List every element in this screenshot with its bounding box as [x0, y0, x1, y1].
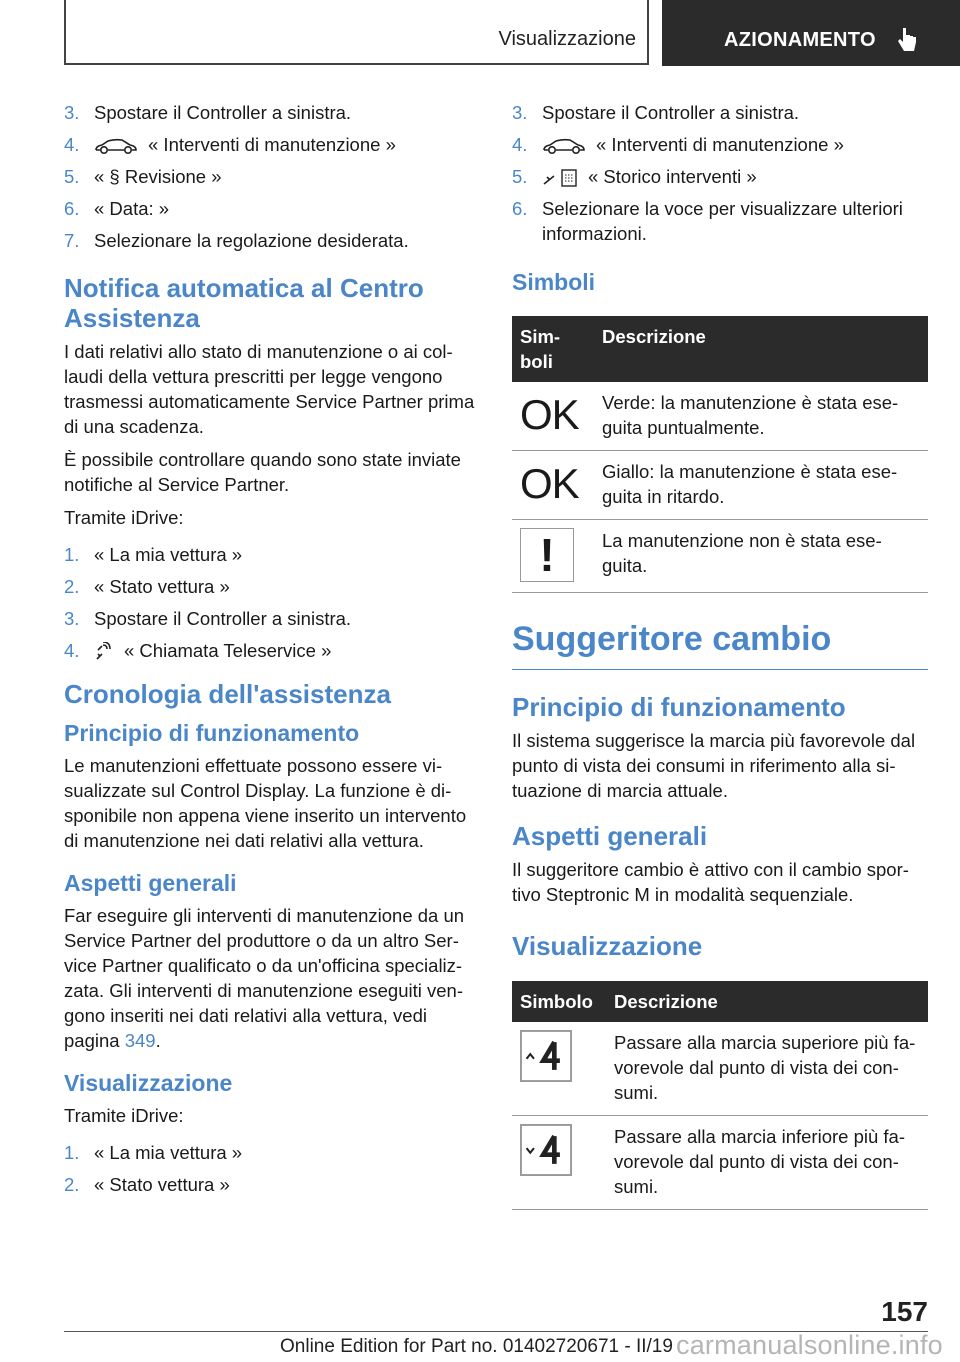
table-cell: Verde: la manutenzione è stata ese-guita puntualmente.	[594, 382, 928, 451]
table-header-row	[512, 981, 928, 1022]
heading-aspetti: Aspetti generali	[64, 870, 237, 896]
watermark: carmanualsonline.info	[676, 1330, 943, 1360]
warning-exclamation-icon: !	[520, 528, 574, 582]
list-item: 3. Spostare il Controller a sinistra.	[64, 102, 352, 123]
header-border-right	[647, 0, 649, 65]
heading-principio: Principio di funzionamento	[512, 692, 846, 722]
left-column	[64, 100, 478, 1204]
table-row	[512, 520, 928, 593]
table-cell: Giallo: la manutenzione è stata ese-guita in ritardo.	[594, 451, 928, 520]
shift-down-icon	[520, 1124, 572, 1176]
list-item: 1. « La mia vettura »	[64, 544, 243, 565]
column-header: Descrizione	[606, 981, 928, 1022]
chapter-title: AZIONAMENTO	[724, 29, 876, 51]
steps-list-2	[64, 542, 478, 663]
shift-up-icon	[520, 1030, 572, 1082]
table-header-row	[512, 316, 928, 382]
table-cell: Passare alla marcia inferiore più fa-vorevole dal punto di vista dei con-sumi.	[606, 1116, 928, 1210]
paragraph: Far eseguire gli interventi di manutenzione da un Service Partner del produttore o da un altro Ser-vice Partner qualificato o da un'officina specializ-zata. Gli interventi di manutenzione eseguiti ven-gono inseriti nei dati relativi alla vettura, vedi pagina 349.	[64, 905, 465, 1051]
heading-aspetti: Aspetti generali	[512, 821, 708, 851]
steps-list-1	[64, 100, 478, 253]
ok-yellow-icon: OK	[520, 460, 579, 507]
heading-visualizzazione: Visualizzazione	[64, 1070, 233, 1096]
table-row	[512, 382, 928, 451]
table-cell: La manutenzione non è stata ese-guita.	[594, 520, 928, 593]
column-header: Descrizione	[594, 316, 928, 382]
teleservice-icon	[94, 642, 114, 662]
list-item: 5. « Storico interventi »	[512, 166, 757, 187]
ok-green-icon: OK	[520, 391, 579, 438]
table-row	[512, 1022, 928, 1116]
heading-simboli: Simboli	[512, 269, 596, 295]
list-item: 5. « § Revisione »	[64, 166, 222, 187]
list-item: 6. « Data: »	[64, 198, 170, 219]
paragraph: Tramite iDrive:	[64, 507, 184, 528]
steps-list-4	[512, 100, 928, 246]
footer-edition: Online Edition for Part no. 01402720671 - II/19	[280, 1336, 673, 1357]
paragraph: I dati relativi allo stato di manutenzione o ai col-laudi della vettura prescritti per legge vengono trasmessi automaticamente Service Partner prima di una scadenza.	[64, 341, 475, 437]
paragraph: Il suggeritore cambio è attivo con il cambio spor-tivo Steptronic M in modalità sequenziale.	[512, 859, 909, 905]
header-underline	[64, 63, 648, 65]
heading-suggeritore: Suggeritore cambio	[512, 619, 928, 670]
table-row	[512, 451, 928, 520]
list-item: 3. Spostare il Controller a sinistra.	[512, 102, 800, 123]
car-icon	[542, 137, 586, 155]
list-item: 1. « La mia vettura »	[64, 1142, 243, 1163]
table-cell: Passare alla marcia superiore più fa-vorevole dal punto di vista dei con-sumi.	[606, 1022, 928, 1116]
paragraph: Il sistema suggerisce la marcia più favorevole dal punto di vista dei consumi in riferimento alla si-tuazione di marcia attuale.	[512, 730, 916, 801]
header-border-left	[64, 0, 66, 65]
column-header: Simbolo	[512, 981, 606, 1022]
list-item: 4. « Interventi di manutenzione »	[512, 134, 844, 155]
table-row	[512, 1116, 928, 1210]
service-history-icon	[542, 168, 578, 188]
gear-shift-table	[512, 981, 928, 1210]
page-link[interactable]: 349	[124, 1030, 156, 1051]
right-column	[512, 100, 928, 1210]
steps-list-3	[64, 1140, 478, 1197]
header-section-title: Visualizzazione	[498, 28, 636, 50]
heading-visualizzazione: Visualizzazione	[512, 931, 703, 961]
paragraph: È possibile controllare quando sono state inviate notifiche al Service Partner.	[64, 449, 461, 495]
heading-cronologia: Cronologia dell'assistenza	[64, 679, 391, 709]
list-item: 2. « Stato vettura »	[64, 1174, 230, 1195]
hand-pointer-icon	[896, 26, 918, 54]
paragraph: Le manutenzioni effettuate possono essere vi-sualizzate sul Control Display. La funzione è di-sponibile non appena viene inserito un intervento di manutenzione nei dati relativi alla vettura.	[64, 755, 467, 851]
paragraph: Tramite iDrive:	[64, 1105, 184, 1126]
list-item: 6. Selezionare la voce per visualizzare ulteriori informazioni.	[512, 198, 903, 244]
heading-principio: Principio di funzionamento	[64, 720, 360, 746]
symbols-table	[512, 316, 928, 593]
car-icon	[94, 137, 138, 155]
list-item: 3. Spostare il Controller a sinistra.	[64, 608, 352, 629]
list-item: 4. « Interventi di manutenzione »	[64, 134, 396, 155]
list-item: 7. Selezionare la regolazione desiderata.	[64, 230, 409, 251]
heading-notifica: Notifica automatica al Centro Assistenza	[64, 273, 424, 333]
list-item: 2. « Stato vettura »	[64, 576, 230, 597]
list-item: 4. « Chiamata Teleservice »	[64, 640, 332, 661]
column-header: Sim-boli	[512, 316, 594, 382]
page-number: 157	[881, 1296, 928, 1327]
